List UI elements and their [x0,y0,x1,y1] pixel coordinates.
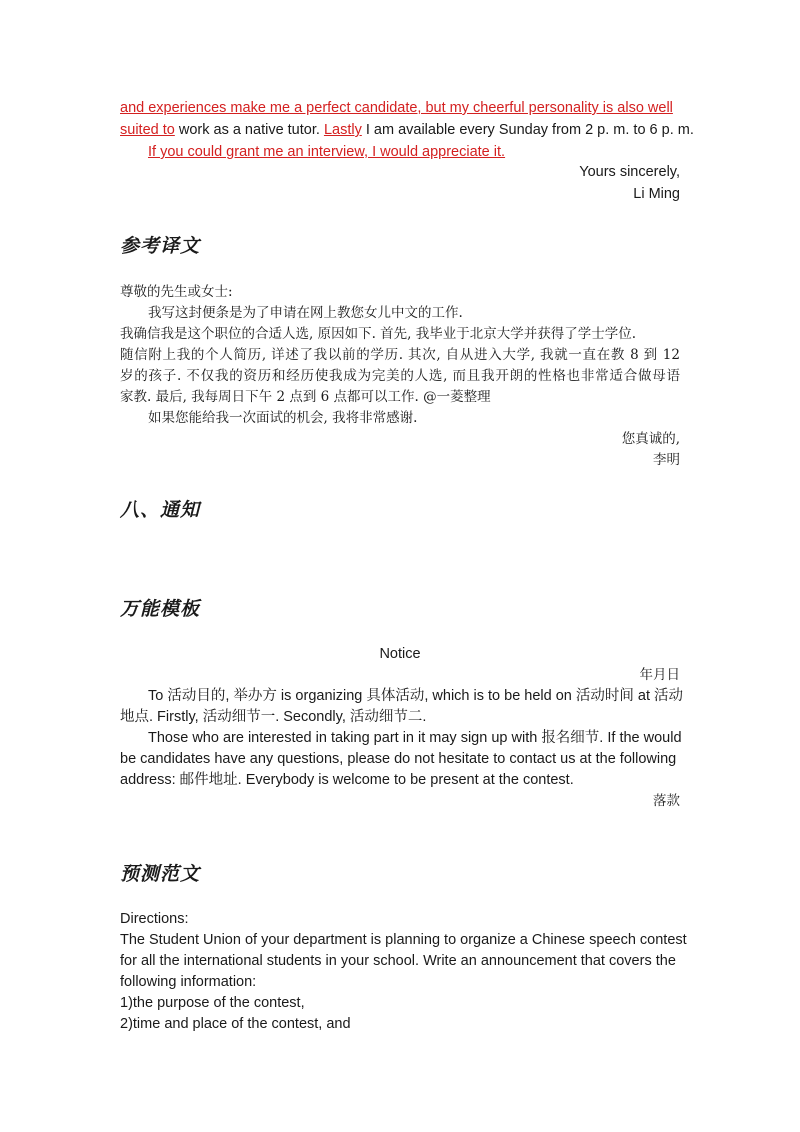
directions-line-5: 2)time and place of the contest, and [120,1016,351,1032]
prediction-heading: 预测范文 [120,863,201,885]
translation-closing: 您真诚的, [621,431,680,447]
directions-line-3: following information: [120,974,257,990]
letter-line-1: and experiences make me a perfect candidate, but my cheerful personality is also well [120,100,673,116]
letter-closing: Yours sincerely, [579,164,680,180]
letter-line-2 [120,120,694,141]
letter-line-2-text-b: I am available every Sunday from 2 p. m. to 6 p. m. [361,122,694,138]
directions-line-1: The Student Union of your department is planning to organize a Chinese speech contest [120,932,687,948]
notice-date: 年月日 [639,667,680,683]
letter-line-3: If you could grant me an interview, I would appreciate it. [148,144,506,160]
notice-line-2: 地点. Firstly, 活动细节一. Secondly, 活动细节二. [120,709,427,725]
translation-heading: 参考译文 [120,235,201,257]
translation-p2c: 岁的孩子. 不仅我的资历和经历使我成为完美的人选, 而且我开朗的性格也非常适合做母语 [120,368,680,384]
notice-line-5: address: 邮件地址. Everybody is welcome to be present at the contest. [120,772,574,788]
translation-salutation: 尊敬的先生或女士: [120,284,233,300]
translation-p3: 如果您能给我一次面试的机会, 我将非常感谢. [148,410,418,426]
letter-line-2-text-a: work as a native tutor. [174,122,324,138]
section-8-heading: 八、通知 [120,499,201,521]
directions-line-4: 1)the purpose of the contest, [120,995,305,1011]
template-heading: 万能模板 [120,598,201,620]
translation-p1: 我写这封便条是为了申请在网上教您女儿中文的工作. [148,305,463,321]
translation-signature: 李明 [653,452,680,468]
directions-label: Directions: [120,911,189,927]
notice-title: Notice [379,646,421,662]
letter-signature: Li Ming [633,186,680,202]
translation-p2d: 家教. 最后, 我每周日下午 2 点到 6 点都可以工作. @一菱整理 [120,389,491,405]
translation-p2a: 我确信我是这个职位的合适人选, 原因如下. 首先, 我毕业于北京大学并获得了学士学位. [120,326,637,342]
notice-line-3: Those who are interested in taking part in it may sign up with 报名细节. If the would [148,730,682,746]
letter-line-2-red-lastly: Lastly [323,122,362,138]
letter-line-2-red: suited to [120,122,175,138]
notice-sign: 落款 [653,793,680,809]
translation-p2b: 随信附上我的个人简历, 详述了我以前的学历. 其次, 自从进入大学, 我就一直在教 8 到 12 [120,347,680,363]
notice-line-1: To 活动目的, 举办方 is organizing 具体活动, which is to be held on 活动时间 at 活动 [148,688,684,704]
notice-line-4: be candidates have any questions, please do not hesitate to contact us at the following [120,751,677,767]
directions-line-2: for all the international students in your school. Write an announcement that covers the [120,953,676,969]
